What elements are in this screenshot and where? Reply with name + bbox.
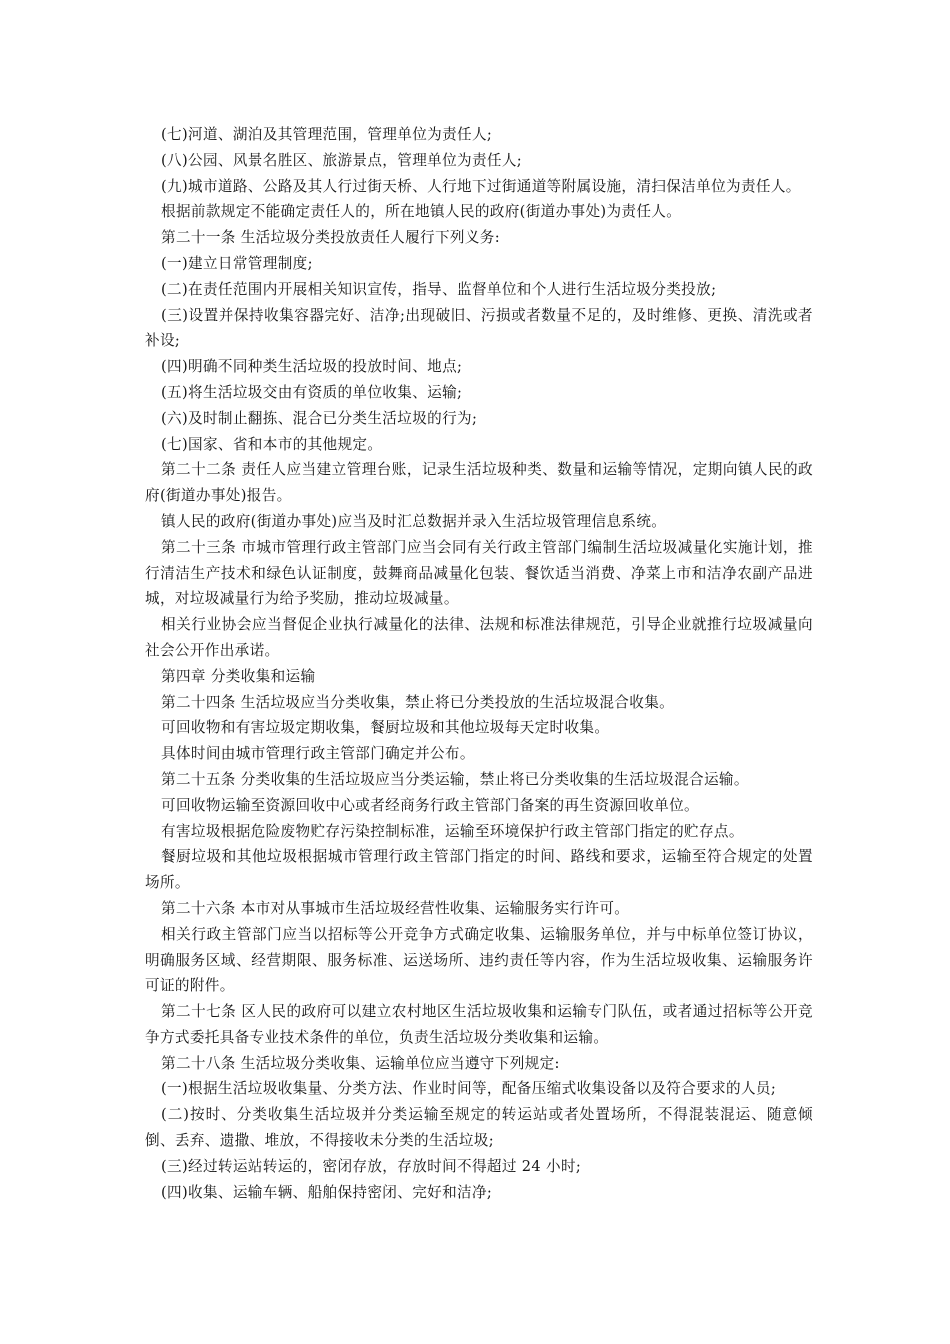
paragraph: (二)按时、分类收集生活垃圾并分类运输至规定的转运站或者处置场所，不得混装混运、随意倾倒、丢弃、遗撒、堆放，不得接收未分类的生活垃圾; <box>145 1106 813 1150</box>
paragraph: (七)河道、湖泊及其管理范围，管理单位为责任人; <box>161 126 493 143</box>
paragraph: 第二十二条 责任人应当建立管理台账，记录生活垃圾种类、数量和运输等情况，定期向镇人民的政府(街道办事处)报告。 <box>145 461 813 505</box>
paragraph: 第二十一条 生活垃圾分类投放责任人履行下列义务: <box>161 229 501 247</box>
paragraph: (六)及时制止翻拣、混合已分类生活垃圾的行为; <box>161 409 478 427</box>
paragraph: 第二十三条 市城市管理行政主管部门应当会同有关行政主管部门编制生活垃圾减量化实施计划，推行清洁生产技术和绿色认证制度，鼓舞商品减量化包装、餐饮适当消费、净菜上市和洁净农副产品进城，对垃圾减量行为给予奖励，推动垃圾减量。 <box>145 538 813 608</box>
paragraph: (五)将生活垃圾交由有资质的单位收集、运输; <box>161 383 463 401</box>
paragraph: 有害垃圾根据危险废物贮存污染控制标准，运输至环境保护行政主管部门指定的贮存点。 <box>161 822 744 840</box>
paragraph: 第四章 分类收集和运输 <box>161 667 316 685</box>
paragraph: (一)建立日常管理制度; <box>161 254 313 272</box>
paragraph: 第二十五条 分类收集的生活垃圾应当分类运输，禁止将已分类收集的生活垃圾混合运输。 <box>161 770 749 788</box>
paragraph: (四)收集、运输车辆、船舶保持密闭、完好和洁净; <box>161 1183 493 1201</box>
paragraph: 第二十四条 生活垃圾应当分类收集，禁止将已分类投放的生活垃圾混合收集。 <box>161 693 675 711</box>
paragraph: (一)根据生活垃圾收集量、分类方法、作业时间等，配备压缩式收集设备以及符合要求的人员; <box>161 1080 777 1098</box>
paragraph: (二)在责任范围内开展相关知识宣传，指导、监督单位和个人进行生活垃圾分类投放; <box>161 280 717 298</box>
paragraph: 第二十八条 生活垃圾分类收集、运输单位应当遵守下列规定: <box>161 1054 560 1072</box>
paragraph: 餐厨垃圾和其他垃圾根据城市管理行政主管部门指定的时间、路线和要求，运输至符合规定的处置场所。 <box>145 848 813 892</box>
paragraph: (八)公园、风景名胜区、旅游景点，管理单位为责任人; <box>161 151 523 169</box>
paragraph: 相关行政主管部门应当以招标等公开竞争方式确定收集、运输服务单位，并与中标单位签订协议，明确服务区域、经营期限、服务标准、运送场所、违约责任等内容，作为生活垃圾收集、运输服务许可证的附件。 <box>145 925 813 995</box>
paragraph: (九)城市道路、公路及其人行过街天桥、人行地下过街通道等附属设施，清扫保洁单位为责任人。 <box>161 177 801 195</box>
paragraph: 具体时间由城市管理行政主管部门确定并公布。 <box>161 745 475 763</box>
paragraph: 可回收物运输至资源回收中心或者经商务行政主管部门备案的再生资源回收单位。 <box>161 796 699 814</box>
paragraph: 可回收物和有害垃圾定期收集，餐厨垃圾和其他垃圾每天定时收集。 <box>161 719 610 737</box>
paragraph: 相关行业协会应当督促企业执行减量化的法律、法规和标准法律规范，引导企业就推行垃圾减量向社会公开作出承诺。 <box>145 616 813 659</box>
paragraph: (三)经过转运站转运的，密闭存放，存放时间不得超过 24 小时; <box>161 1157 582 1175</box>
paragraph: 第二十六条 本市对从事城市生活垃圾经营性收集、运输服务实行许可。 <box>161 899 630 917</box>
paragraph: (七)国家、省和本市的其他规定。 <box>161 435 383 453</box>
paragraph: (四)明确不同种类生活垃圾的投放时间、地点; <box>161 358 463 376</box>
paragraph: 第二十七条 区人民的政府可以建立农村地区生活垃圾收集和运输专门队伍，或者通过招标等公开竞争方式委托具备专业技术条件的单位，负责生活垃圾分类收集和运输。 <box>145 1003 813 1046</box>
document-body <box>145 122 813 1205</box>
paragraph: 镇人民的政府(街道办事处)应当及时汇总数据并录入生活垃圾管理信息系统。 <box>161 512 667 530</box>
paragraph: (三)设置并保持收集容器完好、洁净;出现破旧、污损或者数量不足的，及时维修、更换、清洗或者补设; <box>145 306 813 350</box>
paragraph: 根据前款规定不能确定责任人的，所在地镇人民的政府(街道办事处)为责任人。 <box>161 203 682 221</box>
